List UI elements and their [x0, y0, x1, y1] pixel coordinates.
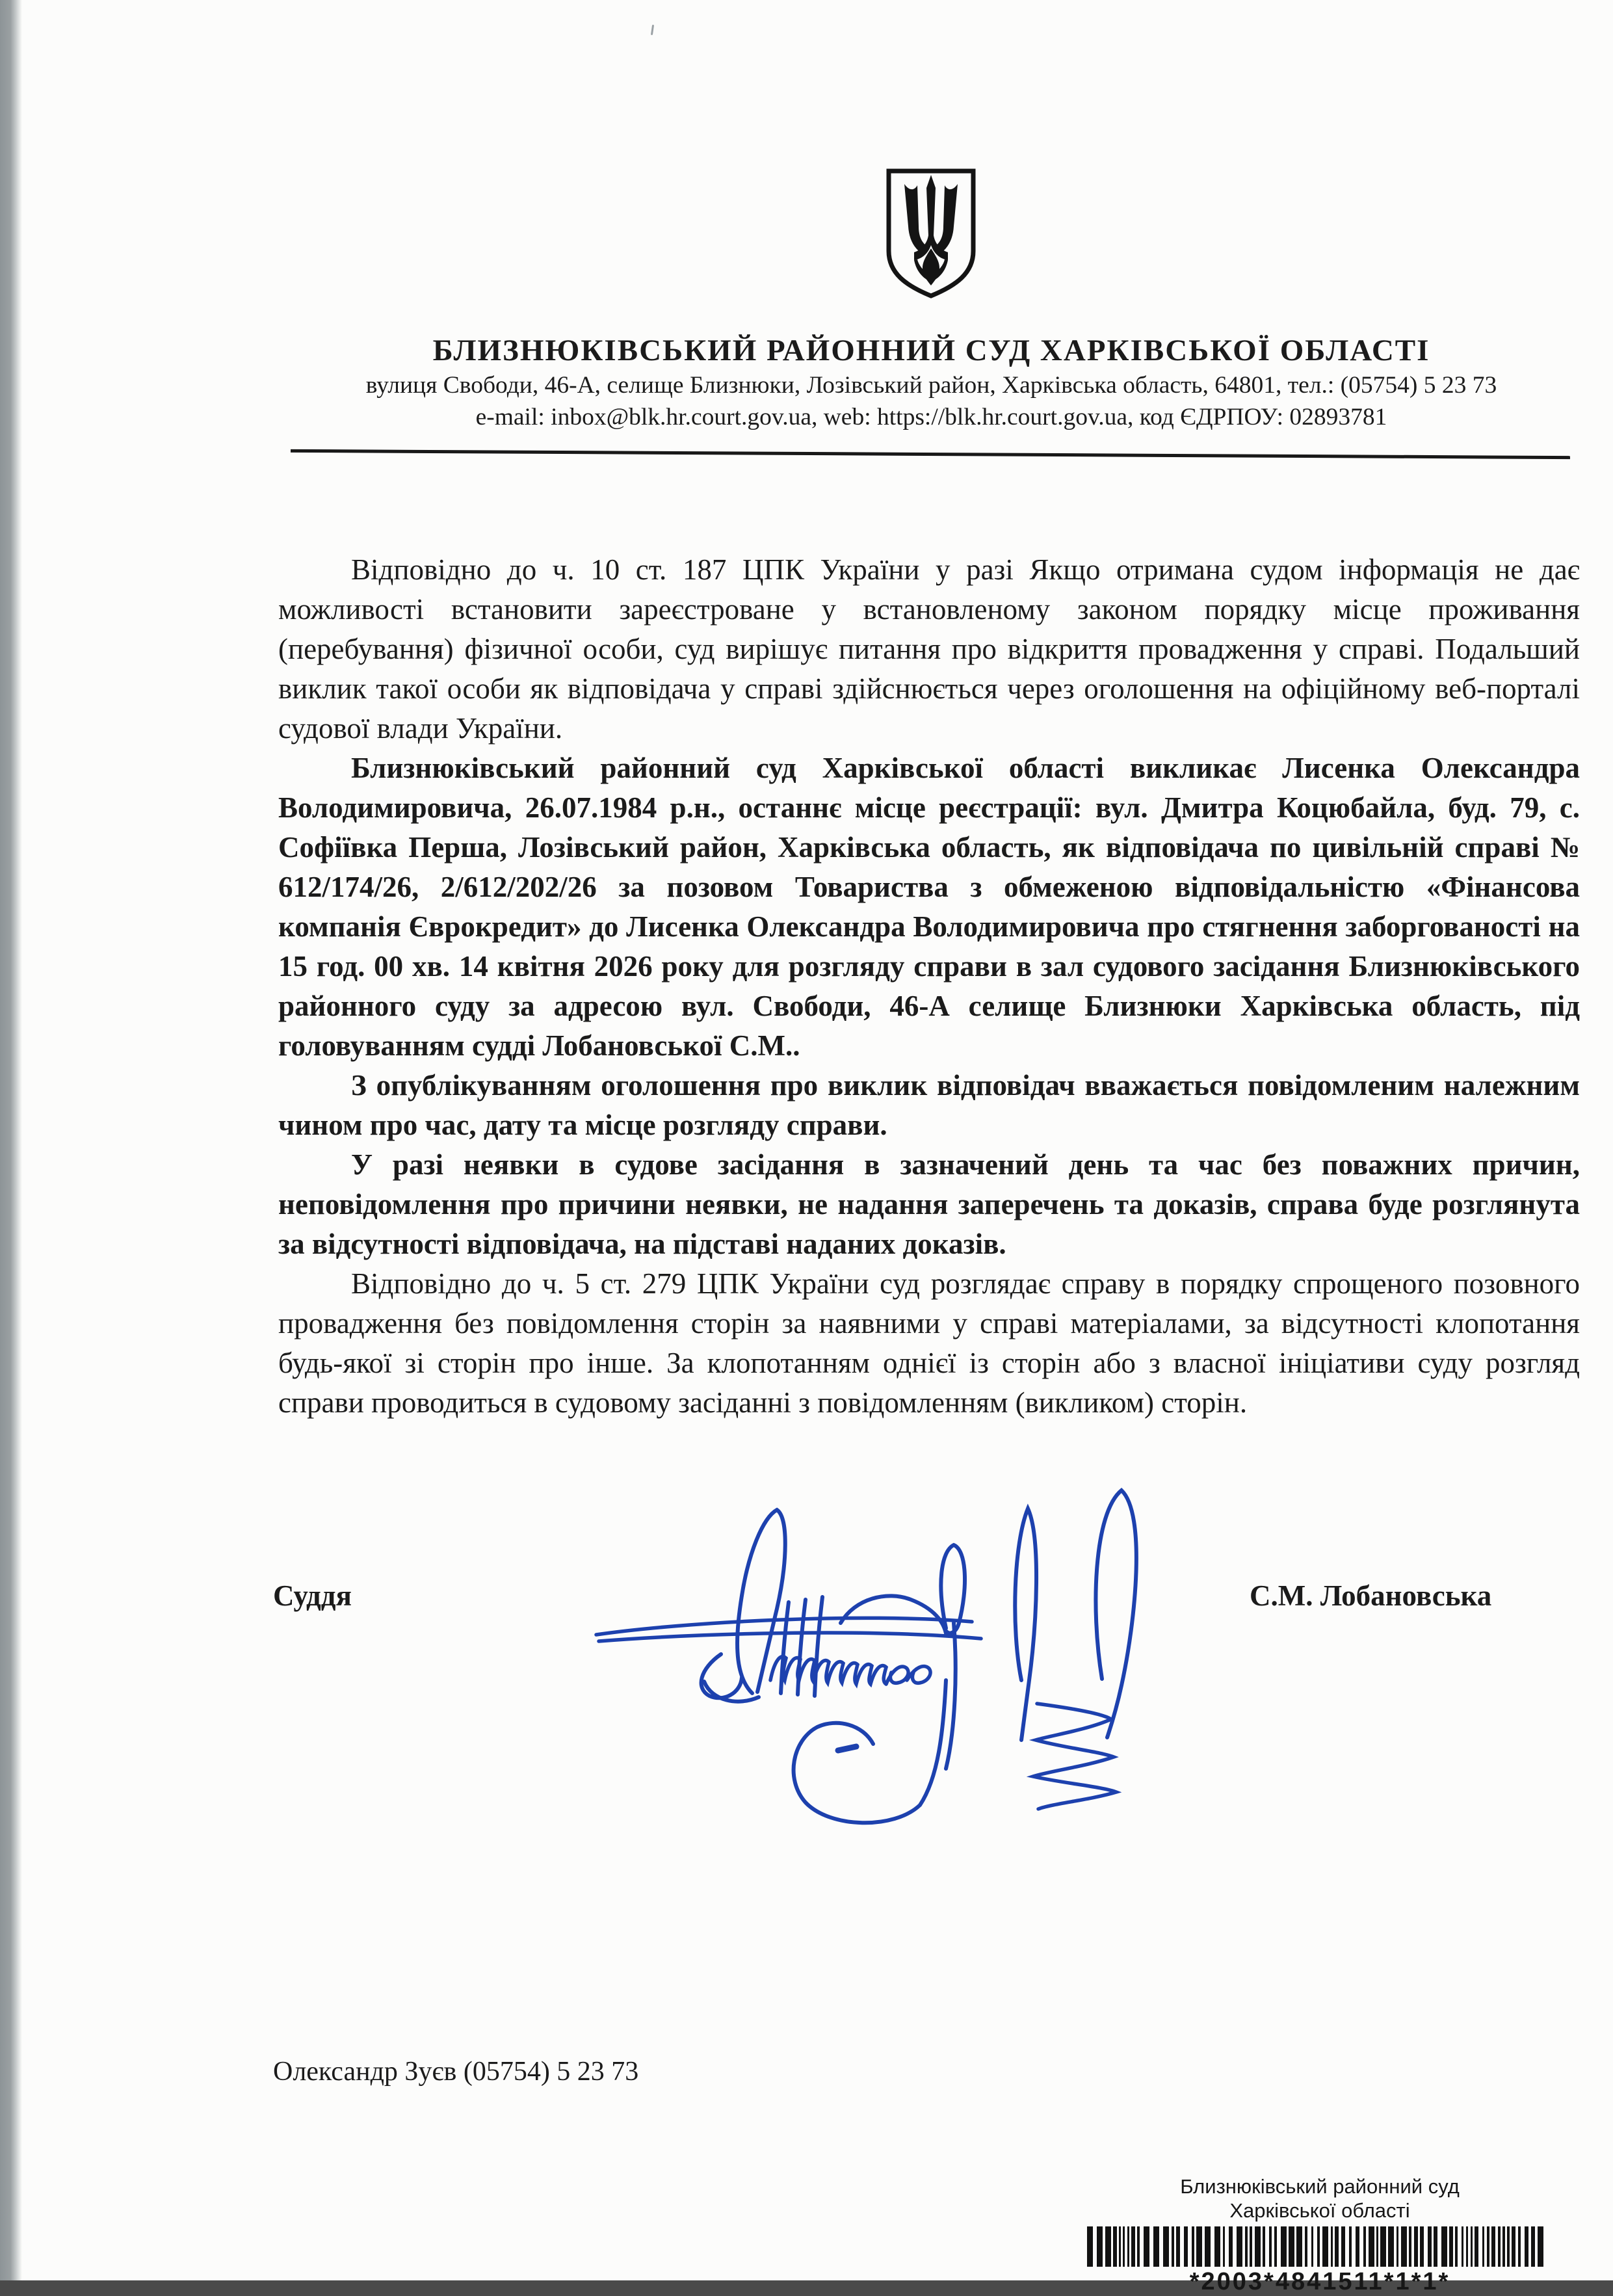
scan-artifact-speck — [651, 25, 654, 35]
letterhead-divider — [291, 449, 1570, 459]
court-address: вулиця Свободи, 46-А, селище Близнюки, Лозівський район, Харківська область, 64801, тел.: (05754) 5 23 73 — [365, 372, 1497, 399]
stamp-court-line1: Близнюківський районний суд — [1180, 2175, 1460, 2198]
scanner-edge-shadow — [0, 0, 22, 2280]
paragraph-absence-warning: У разі неявки в судове засідання в зазначений день та час без поважних причин, неповідомлення про причини неявки, не надання заперечень та доказів, справа буде розглянута за відсутності відповідача, на підставі наданих доказів. — [278, 1148, 1580, 1260]
paragraph-law-279: Відповідно до ч. 5 ст. 279 ЦПК України суд розглядає справу в порядку спрощеного позовного провадження без повідомлення сторін за наявними у справі матеріалами, за відсутності клопотання будь-якої зі сторін про інше. За клопотанням однієї із сторін або з власної ініціативи суду розгляд справи проводиться в судовому засіданні з повідомленням (викликом) сторін. — [278, 1267, 1580, 1419]
letter-body — [278, 550, 1580, 1423]
ukraine-trident-emblem-icon — [883, 166, 979, 300]
clerk-contact: Олександр Зуєв (05754) 5 23 73 — [273, 2057, 639, 2087]
letterhead — [280, 333, 1583, 432]
barcode-text: *2003*4841511*1*1* — [1189, 2268, 1450, 2295]
registration-stamp — [1074, 2174, 1566, 2296]
court-name: БЛИЗНЮКІВСЬКИЙ РАЙОННИЙ СУД ХАРКІВСЬКОЇ ОБЛАСТІ — [432, 334, 1430, 367]
judge-role-label: Суддя — [273, 1579, 352, 1612]
paragraph-summons: Близнюківський районний суд Харківської області викликає Лисенка Олександра Володимировича, 26.07.1984 р.н., останнє місце реєстрації: вул. Дмитра Коцюбайла, буд. 79, с. Софіївка Перша, Лозівський район, Харківська область, як відповідача по цивільній справі № 612/174/26, 2/612/202/26 за позовом Товариства з обмеженою відповідальністю «Фінансова компанія Єврокредит» до Лисенка Олександра Володимировича про стягнення заборгованості на 15 год. 00 хв. 14 квітня 2026 року для розгляду справи в зал судового засідання Близнюківського районного суду за адресою вул. Свободи, 46-А селище Близнюки Харківська область, під головуванням судді Лобановської С.М.. — [278, 752, 1580, 1062]
judge-signature-icon — [582, 1484, 1193, 1835]
paragraph-law-187: Відповідно до ч. 10 ст. 187 ЦПК України у разі Якщо отримана судом інформація не дає можливості встановити зареєстроване у встановленому законом порядку місце проживання (перебування) фізичної особи, суд вирішує питання про відкриття провадження у справі. Подальший виклик такої особи як відповідача у справі здійснюється через оголошення на офіційному веб-порталі судової влади України. — [278, 553, 1580, 745]
judge-name: С.М. Лобановська — [1250, 1579, 1492, 1612]
paragraph-notice: З опублікуванням оголошення про виклик відповідач вважається повідомленим належним чином про час, дату та місце розгляду справи. — [278, 1069, 1580, 1141]
court-contacts: e-mail: inbox@blk.hr.court.gov.ua, web: https://blk.hr.court.gov.ua, код ЄДРПОУ: 02893781 — [475, 403, 1387, 430]
barcode — [1087, 2226, 1553, 2267]
stamp-court-line2: Харківської області — [1229, 2199, 1410, 2222]
